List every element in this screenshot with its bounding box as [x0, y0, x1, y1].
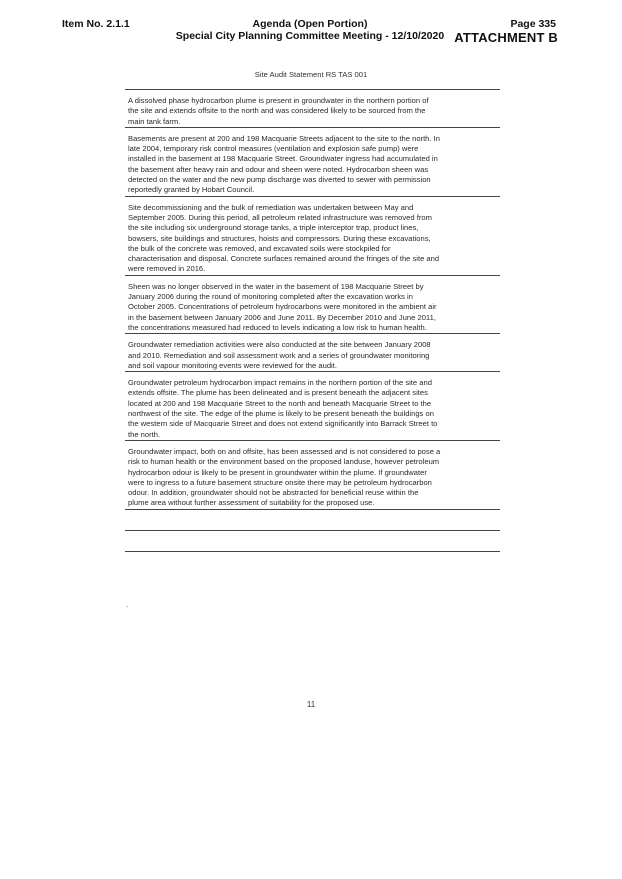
paragraph-line: Site decommissioning and the bulk of remediation was undertaken between May and [128, 202, 414, 212]
paragraph-block [125, 90, 500, 128]
paragraph-line: and 2010. Remediation and soil assessment work and a series of groundwater monitoring [128, 350, 430, 360]
paragraph-line: Basements are present at 200 and 198 Macquarie Streets adjacent to the site to the north. In [128, 133, 440, 143]
paragraph-line: the north. [128, 429, 161, 439]
paragraph-block [125, 128, 500, 197]
paragraph-line: Groundwater petroleum hydrocarbon impact remains in the northern portion of the site and [128, 378, 432, 388]
paragraph-line: January 2006 during the round of monitoring completed after the excavation works in [128, 292, 413, 302]
paragraph-block [125, 276, 500, 334]
paragraph-line: plume area without further assessment of suitability for the proposed use. [128, 498, 375, 508]
paragraph-line: hydrocarbon odour is likely to be present in groundwater within the plume. If groundwater [128, 467, 427, 477]
meeting-title: Special City Planning Committee Meeting - 12/10/2020 [175, 30, 445, 42]
paragraph-line: the concentrations measured had reduced to levels indicating a low risk to human health. [128, 322, 427, 332]
paragraph-line: the bulk of the concrete was removed, and excavated soils were stockpiled for [128, 243, 391, 253]
paragraph-line: were removed in 2016. [128, 264, 206, 274]
paragraph-line: detected on the water and the new pump discharge was diverted to sewer with permission [128, 175, 431, 185]
paragraph-line: characterisation and disposal. Concrete surfaces remained around the fringes of the site and [128, 254, 440, 264]
paragraph-line: late 2004, temporary risk control measures (ventilation and explosion safe pump) were [128, 144, 419, 154]
paragraph-line: Groundwater impact, both on and offsite, has been assessed and is not considered to pose a [128, 446, 441, 456]
paragraph-line: the site and extends offsite to the north and was considered likely to be sourced from the [128, 106, 426, 116]
page-header [0, 0, 622, 60]
paragraph-line: October 2005. Concentrations of petroleum hydrocarbons were monitored in the ambient air [128, 302, 437, 312]
agenda-title: Agenda (Open Portion) [252, 18, 368, 30]
paragraph-line: and soil vapour monitoring events were reviewed for the audit. [128, 360, 337, 370]
attachment-label: ATTACHMENT B [454, 30, 558, 45]
paragraph-line: the western side of Macquarie Street and does not extend significantly into Barrack Street to [128, 419, 438, 429]
paragraph-line: extends offsite. The plume has been delineated and is present beneath the adjacent sites [128, 388, 428, 398]
paragraph-line: were to ingress to a future basement structure onsite there may be petroleum hydrocarbon [128, 477, 432, 487]
empty-row [125, 510, 500, 531]
paragraph-line: the site including six underground storage tanks, a triple interceptor trap, product lines, [128, 223, 419, 233]
paragraph-block [125, 441, 500, 510]
paragraph-line: Sheen was no longer observed in the water in the basement of 198 Macquarie Street by [128, 281, 424, 291]
paragraph-line: bowsers, site buildings and structures, hoists and compressors. During these excavations, [128, 233, 431, 243]
paragraph-line: A dissolved phase hydrocarbon plume is present in groundwater in the northern portion of [128, 96, 429, 105]
paragraph-line: odour. In addition, groundwater should not be abstracted for beneficial reuse within the [128, 488, 419, 498]
paragraph-line: reportedly granted by Hobart Council. [128, 185, 255, 195]
page-label: Page 335 [510, 18, 556, 30]
paragraph-stack [125, 89, 500, 552]
item-number: Item No. 2.1.1 [62, 18, 130, 30]
paragraph-line: September 2005. During this period, all petroleum related infrastructure was removed from [128, 212, 432, 222]
paragraph-block [125, 334, 500, 372]
paragraph-block [125, 372, 500, 441]
page-number: 11 [306, 700, 316, 709]
empty-row [125, 531, 500, 552]
paragraph-block [125, 197, 500, 276]
paragraph-line: the basement after heavy rain and odour and sheen were noted. Hydrocarbon sheen was [128, 164, 429, 174]
stray-mark: . [126, 600, 129, 609]
paragraph-line: main tank farm. [128, 116, 181, 126]
paragraph-line: located at 200 and 198 Macquarie Street to the north and beneath Macquarie Street to the [128, 398, 432, 408]
paragraph-line: risk to human health or the environment based on the proposed landuse, however petroleum [128, 457, 440, 467]
paragraph-line: northwest of the site. The edge of the plume is likely to be present beneath the buildings on [128, 409, 434, 419]
paragraph-line: Groundwater remediation activities were also conducted at the site between January 2008 [128, 340, 431, 350]
document-title: Site Audit Statement RS TAS 001 [254, 70, 368, 79]
paragraph-line: in the basement between January 2006 and June 2011. By December 2010 and June 2011, [128, 312, 436, 322]
paragraph-line: installed in the basement at 198 Macquarie Street. Groundwater ingress had accumulated in [128, 154, 438, 164]
